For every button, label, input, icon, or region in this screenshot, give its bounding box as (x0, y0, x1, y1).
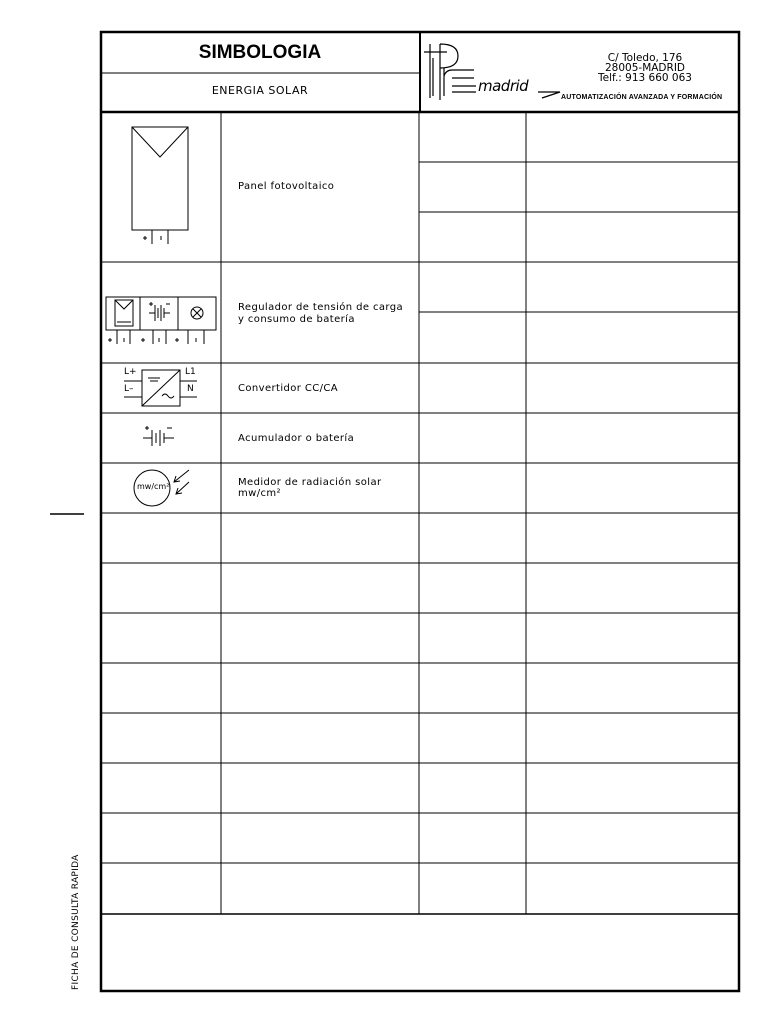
symbol-label-regulator-2: y consumo de batería (238, 314, 355, 325)
logo-text: madrid (478, 77, 529, 95)
company-address-city: 28005-MADRID (605, 62, 685, 74)
photovoltaic-panel-icon (132, 127, 188, 244)
company-tagline: AUTOMATIZACIÓN AVANZADA Y FORMACIÓN (561, 94, 723, 101)
company-phone: Telf.: 913 660 063 (598, 72, 692, 84)
symbol-label-panel: Panel fotovoltaico (238, 181, 335, 192)
symbol-label-battery: Acumulador o batería (238, 433, 355, 444)
symbol-label-meter: Medidor de radiación solar (238, 477, 382, 488)
charge-regulator-icon (106, 297, 216, 344)
converter-l-minus: L– (124, 384, 134, 394)
meter-label: mw/cm² (137, 482, 170, 491)
page-title: SIMBOLOGIA (198, 42, 322, 63)
outer-frame (101, 32, 739, 991)
symbol-label-converter: Convertidor CC/CA (238, 383, 339, 394)
symbol-label-meter-unit: mw/cm² (238, 488, 281, 499)
battery-icon (143, 426, 174, 446)
company-address-street: C/ Toledo, 176 (607, 52, 683, 64)
converter-l1: L1 (185, 367, 196, 377)
symbol-label-regulator-1: Regulador de tensión de carga (238, 302, 404, 313)
converter-n: N (187, 384, 194, 394)
converter-l-plus: L+ (124, 367, 137, 377)
side-label: FICHA DE CONSULTA RAPIDA (71, 854, 81, 990)
page-subtitle: ENERGIA SOLAR (211, 84, 309, 97)
